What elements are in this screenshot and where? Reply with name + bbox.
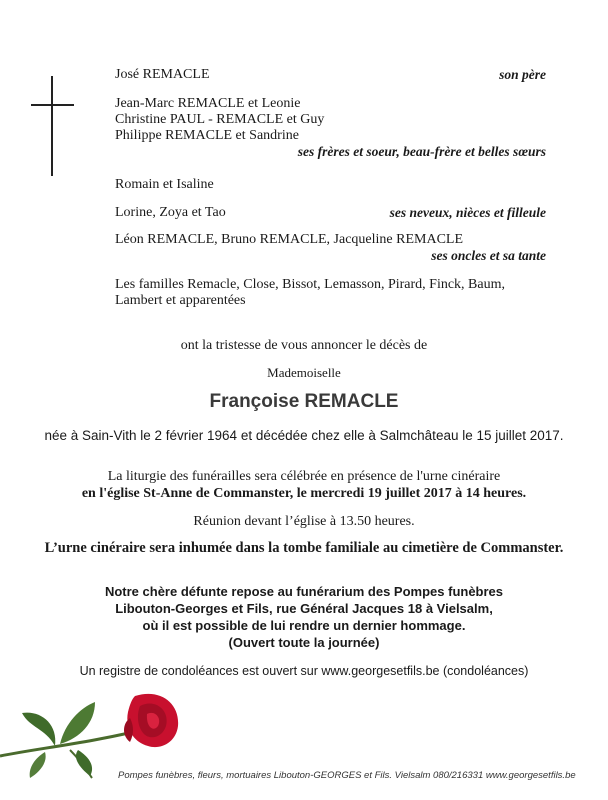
sibling-2: Christine PAUL - REMACLE et Guy [115, 112, 325, 127]
birth-death-dates: née à Sain-Vith le 2 février 1964 et décédée chez elle à Salmchâteau le 15 juillet 2017. [44, 428, 564, 443]
funeral-home-line-4: (Ouvert toute la journée) [228, 635, 380, 650]
nephews-line-1: Romain et Isaline [115, 177, 214, 192]
announcement-title: Mademoiselle [267, 365, 341, 380]
meeting-info: Réunion devant l’église à 13.50 heures. [193, 514, 415, 529]
nephews-relation: ses neveux, nièces et filleule [389, 205, 546, 220]
nephews-line-2: Lorine, Zoya et Tao [115, 205, 226, 220]
funeral-home-line-3: où il est possible de lui rendre un dernier hommage. [142, 618, 466, 633]
condolences-register: Un registre de condoléances est ouvert sur www.georgesetfils.be (condoléances) [79, 664, 529, 678]
siblings-relation: ses frères et soeur, beau-frère et belles sœurs [297, 144, 546, 159]
sibling-3: Philippe REMACLE et Sandrine [115, 128, 299, 143]
father-name: José REMACLE [115, 67, 210, 82]
father-relation: son père [499, 67, 546, 82]
families-line-1: Les familles Remacle, Close, Bissot, Lemasson, Pirard, Finck, Baum, [115, 277, 505, 292]
uncles-line: Léon REMACLE, Bruno REMACLE, Jacqueline REMACLE [115, 232, 464, 247]
ceremony-line-2: en l'église St-Anne de Commanster, le mercredi 19 juillet 2017 à 14 heures. [81, 486, 527, 501]
ceremony-line-1: La liturgie des funérailles sera célébrée en présence de l'urne cinéraire [107, 469, 501, 484]
footer-text: Pompes funèbres, fleurs, mortuaires Libouton-GEORGES et Fils. Vielsalm 080/216331 www.georgesetfils.be [118, 770, 576, 781]
funeral-home-line-2: Libouton-Georges et Fils, rue Général Jacques 18 à Vielsalm, [115, 601, 493, 616]
uncles-relation: ses oncles et sa tante [431, 248, 546, 263]
families-line-2: Lambert et apparentées [115, 293, 246, 308]
announcement-intro: ont la tristesse de vous annoncer le décès de [180, 338, 428, 353]
sibling-1: Jean-Marc REMACLE et Leonie [115, 96, 301, 111]
funeral-home-line-1: Notre chère défunte repose au funérarium des Pompes funèbres [104, 584, 504, 599]
burial-info: L’urne cinéraire sera inhumée dans la tombe familiale au cimetière de Commanster. [44, 540, 564, 556]
deceased-name: Françoise REMACLE [209, 391, 399, 412]
